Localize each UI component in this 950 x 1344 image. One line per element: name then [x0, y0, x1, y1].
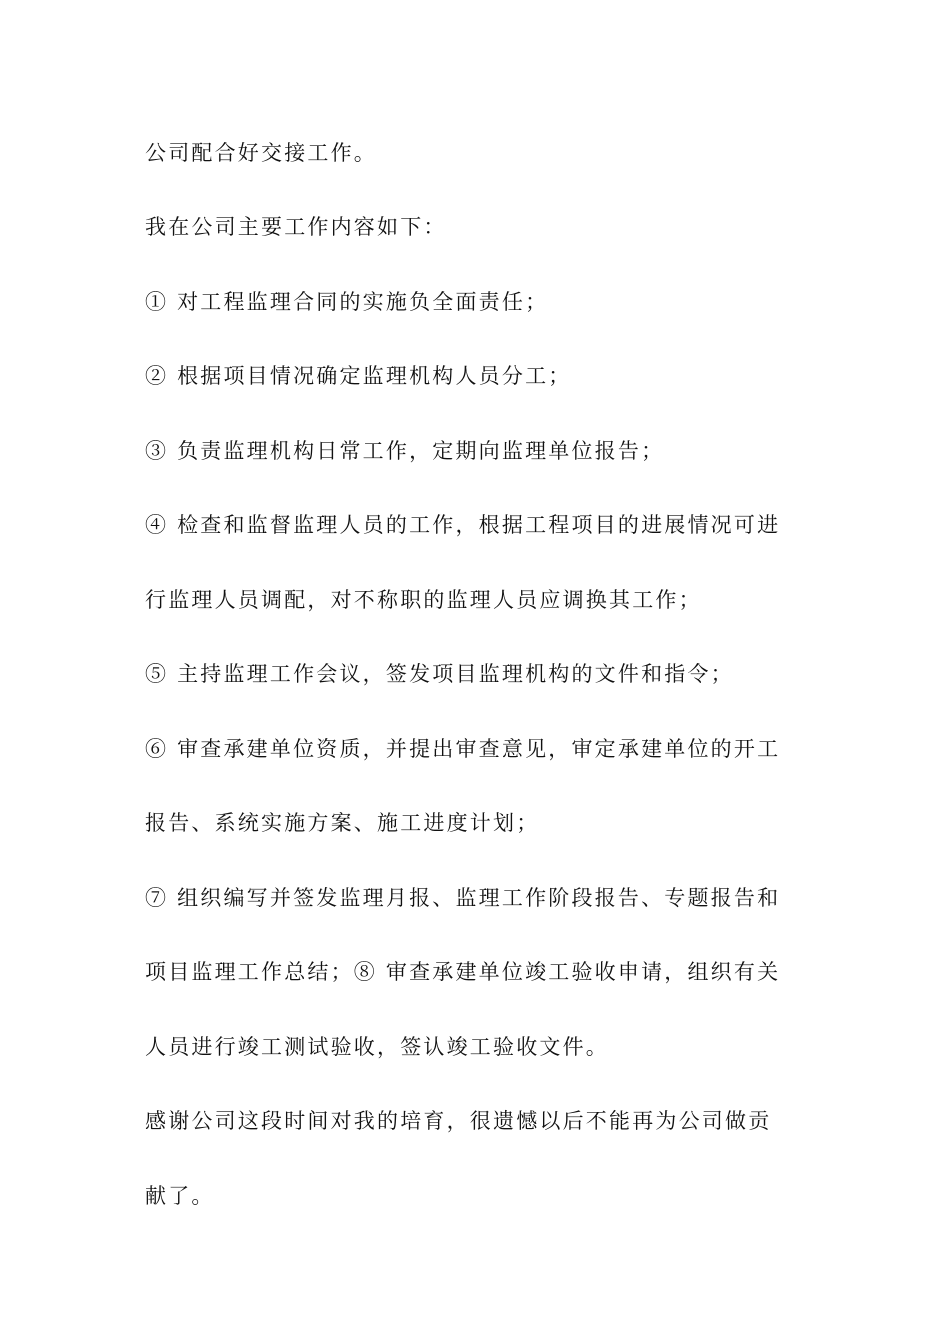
list-item: ⑥ 审查承建单位资质，并提出审查意见，审定承建单位的开工	[145, 737, 781, 761]
text-line: 我在公司主要工作内容如下：	[145, 215, 447, 239]
list-item: ② 根据项目情况确定监理机构人员分工；	[145, 364, 572, 388]
text-line: 献了。	[145, 1184, 215, 1208]
text-line: 人员进行竣工测试验收，签认竣工验收文件。	[145, 1035, 609, 1059]
list-item: ⑤ 主持监理工作会议，签发项目监理机构的文件和指令；	[145, 662, 734, 686]
list-item: ④ 检查和监督监理人员的工作，根据工程项目的进展情况可进	[145, 513, 781, 537]
list-item: ⑦ 组织编写并签发监理月报、监理工作阶段报告、专题报告和	[145, 886, 781, 910]
text-line: 行监理人员调配，对不称职的监理人员应调换其工作；	[145, 588, 702, 612]
list-item: ③ 负责监理机构日常工作，定期向监理单位报告；	[145, 439, 665, 463]
text-line: 感谢公司这段时间对我的培育，很遗憾以后不能再为公司做贡	[145, 1109, 772, 1133]
text-line: 公司配合好交接工作。	[145, 141, 377, 165]
text-line: 项目监理工作总结；⑧ 审查承建单位竣工验收申请，组织有关	[145, 960, 781, 984]
text-line: 报告、系统实施方案、施工进度计划；	[145, 811, 540, 835]
list-item: ① 对工程监理合同的实施负全面责任；	[145, 290, 549, 314]
